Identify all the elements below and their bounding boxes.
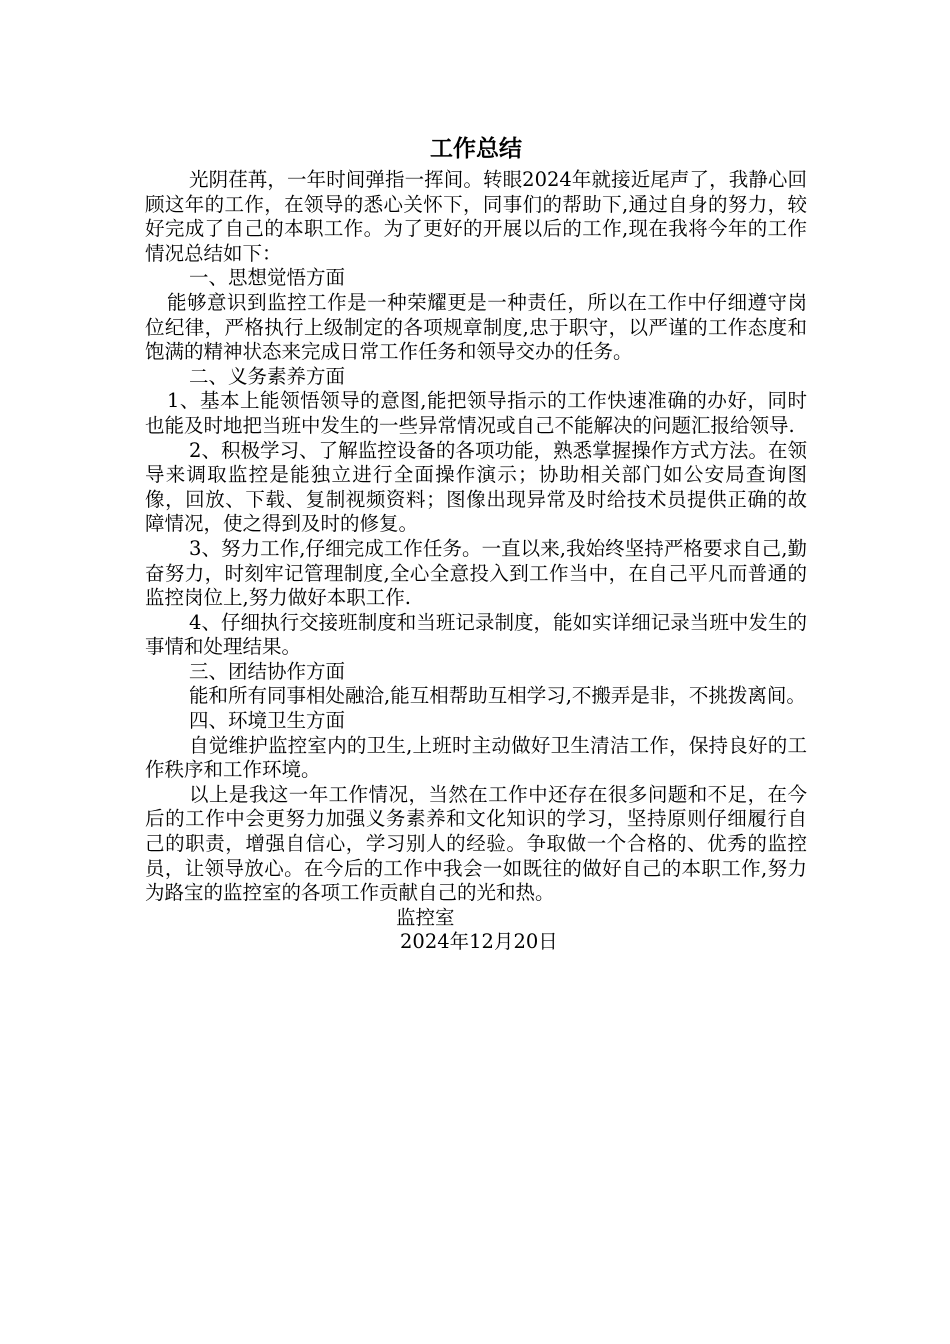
section-heading-3: 三、团结协作方面 <box>189 659 346 683</box>
signature-department: 监控室 <box>396 905 455 929</box>
document-title: 工作总结 <box>430 136 522 162</box>
section-2-paragraph-1: 1、基本上能领悟领导的意图,能把领导指示的工作快速准确的办好，同时也能及时地把当班中发生的一些异常情况或自己不能解决的问题汇报给领导. <box>145 389 807 437</box>
section-2-paragraph-3: 3、努力工作,仔细完成工作任务。一直以来,我始终坚持严格要求自己,勤奋努力，时刻牢记管理制度,全心全意投入到工作当中，在自己平凡而普通的监控岗位上,努力做好本职工作. <box>145 536 807 610</box>
section-heading-4: 四、环境卫生方面 <box>189 709 346 733</box>
section-heading-2: 二、义务素养方面 <box>189 364 346 388</box>
section-4-paragraph-1: 自觉维护监控室内的卫生,上班时主动做好卫生清洁工作，保持良好的工作秩序和工作环境。 <box>145 733 807 782</box>
section-1-paragraph-1: 能够意识到监控工作是一种荣耀更是一种责任，所以在工作中仔细遵守岗位纪律，严格执行上级制定的各项规章制度,忠于职守，以严谨的工作态度和饱满的精神状态来完成日常工作任务和领导交办的任务。 <box>145 290 807 364</box>
section-3-paragraph-1: 能和所有同事相处融洽,能互相帮助互相学习,不搬弄是非，不挑拨离间。 <box>189 684 806 708</box>
intro-paragraph: 光阴荏苒，一年时间弹指一挥间。转眼2024年就接近尾声了，我静心回顾这年的工作，在领导的悉心关怀下，同事们的帮助下,通过自身的努力，较好完成了自己的本职工作。为了更好的开展以后的工作,现在我将今年的工作情况总结如下： <box>145 168 807 265</box>
document-page <box>145 133 807 955</box>
section-heading-1: 一、思想觉悟方面 <box>189 266 346 290</box>
section-2-paragraph-2: 2、积极学习、了解监控设备的各项功能，熟悉掌握操作方式方法。在领导来调取监控是能独立进行全面操作演示；协助相关部门如公安局查询图像，回放、下载、复制视频资料；图像出现异常及时给技术员提供正确的故障情况，使之得到及时的修复。 <box>145 438 807 536</box>
section-2-paragraph-4: 4、仔细执行交接班制度和当班记录制度，能如实详细记录当班中发生的事情和处理结果。 <box>145 610 807 659</box>
conclusion-paragraph: 以上是我这一年工作情况，当然在工作中还存在很多问题和不足，在今后的工作中会更努力加强义务素养和文化知识的学习，坚持原则仔细履行自己的职责，增强自信心，学习别人的经验。争取做一个合格的、优秀的监控员，让领导放心。在今后的工作中我会一如既往的做好自己的本职工作,努力为路宝的监控室的各项工作贡献自己的光和热。 <box>145 782 807 905</box>
signature-date: 2024年12月20日 <box>400 930 558 954</box>
